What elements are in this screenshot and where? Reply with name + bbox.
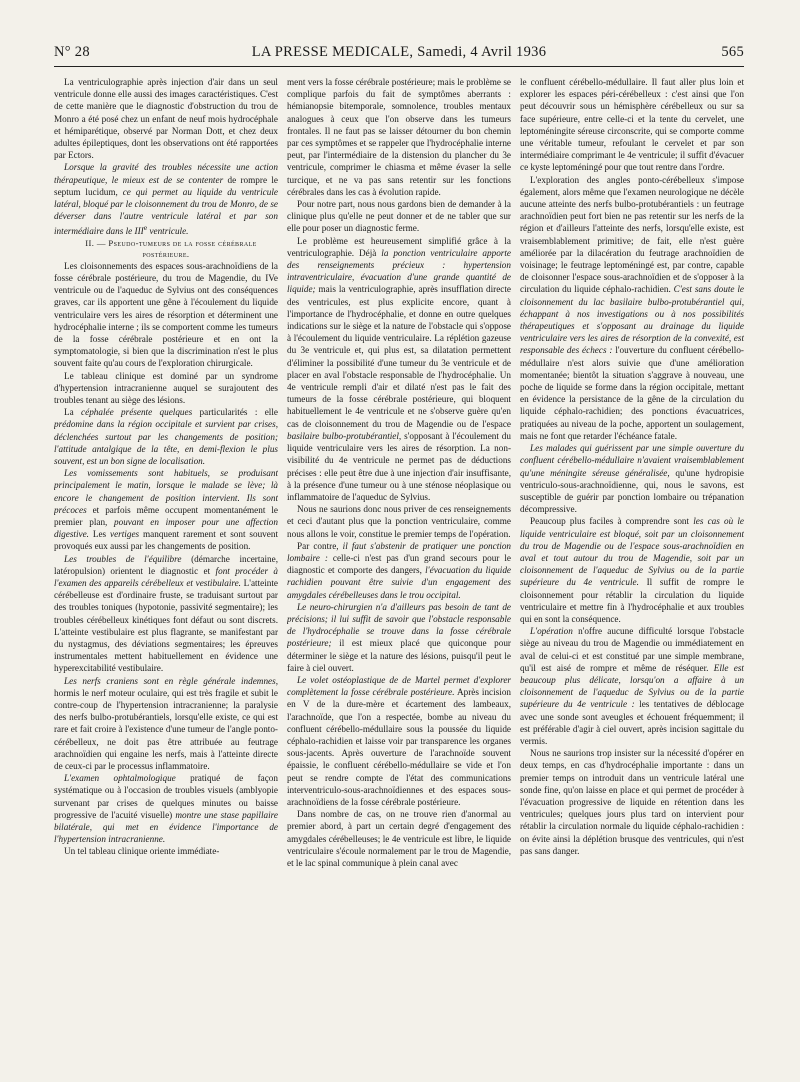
- paragraph: L'opération n'offre aucune difficulté lorsque l'obstacle siège au niveau du trou de Magendie ou immédiatement en aval de celui-ci et est constitué par une simple membrane, qu'il est aisé de rompre et même de réséquer. Elle est beaucoup plus délicate, lorsqu'on a affaire à un cloisonnement de l'aqueduc de Sylvius ou de la partie supérieure du 4e ventricule : les tentatives de déblocage avec une sonde sont aveugles et échouent fréquemment; il est préférable d'agir à ciel ouvert, après incision sagittale du vermis.: [520, 626, 744, 746]
- paragraph: ment vers la fosse cérébrale postérieure; mais le problème se complique parfois du fait de symptômes aberrants : hémianopsie bitemporale, somnolence, troubles mentaux analogues à ceux que l'on observe dans les tumeurs frontales. Il ne faut pas se laisser détourner du bon chemin par ces symptômes et se rappeler que l'hydrocéphalie interne peut, par l'intermédiaire de la distension du plancher du 3e ventricule, comprimer le chiasma et même évaser la selle turcique, et ne va pas sans retentir sur les fonctions cérébrales dans les cas à évolution rapide.: [287, 77, 511, 197]
- paragraph: La céphalée présente quelques particularités : elle prédomine dans la région occipitale et survient par crises, déclenchées surtout par les changements de position; l'attitude antalgique de la tête, en demi-flexion le plus souvent, est un bon signe de localisation.: [54, 407, 278, 466]
- paragraph: Dans nombre de cas, on ne trouve rien d'anormal au premier abord, à part un certain degré d'engagement des amygdales cérébelleuses; le 4e ventricule est libre, le liquide ventriculaire s'écoule normalement par le trou de Magendie, et le lac spinal communique à plein canal avec: [287, 809, 511, 868]
- paragraph: Le volet ostéoplastique de de Martel permet d'explorer complètement la fosse cérébrale postérieure. Après incision en V de la dure-mère et écartement des lambeaux, l'arachnoïde, que l'on a respectée, bombe au niveau du confluent cérébello-médullaire sous la poussée du liquide céphalo-rachidien et laisse voir par transparence les organes sous-jacents. Après ouverture de l'arachnoïde souvent épaissie, le confluent cérébello-médullaire se vide et l'on peut se rendre compte de l'état des communications interventriculo-sous-arachnoïdiennes et des espaces sous-arachnoïdiens de la fosse cérébrale postérieure.: [287, 674, 511, 807]
- section-heading: II. — Pseudo-tumeurs de la fosse cérébrale postérieure.: [85, 237, 257, 259]
- paragraph: L'examen ophtalmologique pratiqué de façon systématique ou à l'occasion de troubles visuels (amblyopie survenant par crises de quelques minutes ou baisse progressive de l'acuité visuelle) montre une stase papillaire bilatérale, qui met en évidence l'importance de l'hypertension intracranienne.: [54, 773, 278, 845]
- paragraph: Les troubles de l'équilibre (démarche incertaine, latéropulsion) orientent le diagnostic et font procéder à l'examen des appareils cérébelleux et vestibulaire. L'atteinte cérébelleuse est d'ordinaire fruste, se traduisant surtout par des troubles toniques (hypotonie, passivité segmentaire); les troubles cérébelleux kinétiques font défaut ou sont discrets. L'atteinte vestibulaire est plus flagrante, se manifestant par du nystagmus, des déviations segmentaires; les épreuves instrumentales mettent habituellement en évidence une hyperexcitabilité vestibulaire.: [54, 553, 278, 674]
- page-number: 565: [721, 44, 744, 60]
- paragraph: L'exploration des angles ponto-cérébelleux s'impose également, alors même que l'examen neurologique ne décèle aucune atteinte des nerfs bulbo-protubérantiels : un feutrage arachnoïdien peut fort bien ne pas retentir sur les nerfs de la région et d'ailleurs l'atteinte des nerfs, lorsqu'elle existe, est vraisemblablement primitive; de fait, elle n'est guère améliorée par la dilacération du feutrage arachnoïdien de voisinage; le feutrage leptoméningé est, par contre, capable de cloisonner l'espace sous-arachnoïdien et de s'opposer à la circulation du liquide céphalo-rachidien. C'est sans doute le cloisonnement du lac basilaire bulbo-protubérantiel qui, échappant à nos investigations ou à nos possibilités thérapeutiques et s'opposant au drainage du liquide ventriculaire vers les aires de résorption de la convexité, est responsable des échecs : l'ouverture du confluent cérébello-médullaire n'est alors suivie que d'une amélioration momentanée; bientôt la situation s'aggrave à nouveau, une poche de liquide se forme dans la région occipitale, mettant en évidence la persistance de la gêne de la circulation du liquide céphalo-rachidien; des ponctions évacuatrices, pratiquées au niveau de la poche, apportent un soulagement, mais ne font que retarder l'échéance fatale.: [520, 174, 744, 441]
- paragraph: Nous ne saurions donc nous priver de ces renseignements et ceci d'autant plus que la ponction ventriculaire, comme nous allons le voir, constitue le premier temps de l'opération.: [287, 504, 511, 539]
- paragraph: Les cloisonnements des espaces sous-arachnoïdiens de la fosse cérébrale postérieure, du trou de Magendie, du IVe ventricule ou de l'aqueduc de Sylvius ont des conséquences graves, car ils apportent une gêne à l'écoulement du liquide ventriculaire vers les aires de résorption et déterminent une hydrocéphalie interne ; ils se comportent comme les tumeurs de la fosse cérébrale postérieure et en ont la symptomatologie, si bien que la discrimination n'est le plus souvent faite qu'au cours de l'exploration chirurgicale.: [54, 260, 278, 369]
- paragraph: Peaucoup plus faciles à comprendre sont les cas où le liquide ventriculaire est bloqué, soit par un cloisonnement du trou de Magendie ou de l'espace sous-arachnoïdien en aval et tout autour du trou de Magendie, soit par un cloisonnement de l'aqueduc de Sylvius ou de la partie supérieure du 4e ventricule. Il suffit de rompre le cloisonnement pour rétablir la circulation du liquide ventriculaire et mettre fin à l'hydrocéphalie et aux troubles qui en sont la conséquence.: [520, 516, 744, 624]
- column-1: [54, 76, 278, 1076]
- paragraph: Par contre, il faut s'abstenir de pratiquer une ponction lombaire : celle-ci n'est pas d'un grand secours pour le diagnostic et comporte des dangers, l'évacuation du liquide rachidien pouvant être suivie d'un engagement des amygdales cérébelleuses dans le trou occipital.: [287, 540, 511, 600]
- paragraph: Les malades qui guérissent par une simple ouverture du confluent cérébello-médullaire n'avaient vraisemblablement qu'une méningite séreuse généralisée, qu'une hydropisie ventriculo-sous-arachnoïdienne, qui, nous le savons, est susceptible de guérir par ponction lombaire ou trépanation décompressive.: [520, 443, 744, 515]
- paragraph: Les vomissements sont habituels, se produisant principalement le matin, lorsque le malade se lève; là encore le changement de position intervient. Ils sont précoces et parfois même occupent momentanément le premier plan, pouvant en imposer pour une affection digestive. Les vertiges manquent rarement et sont souvent provoqués eux aussi par les changements de position.: [54, 468, 278, 552]
- column-3: [520, 76, 744, 1076]
- article-columns: [54, 76, 744, 1076]
- paragraph: Un tel tableau clinique oriente immédiate-: [64, 846, 220, 857]
- paragraph: le confluent cérébello-médullaire. Il faut aller plus loin et explorer les espaces péri-cérébelleux : c'est ainsi que l'on peut découvrir sous un hémisphère cérébelleux ou sur sa face supérieure, entre celle-ci et la tente du cervelet, une leptoméningite séreuse circonscrite, qui se comporte comme une véritable tumeur, refoulant le cervelet et par son intermédiaire comprimant le 4e ventricule; il suffit d'évacuer ce kyste leptoméningé pour que tout rentre dans l'ordre.: [520, 77, 744, 173]
- column-2: [287, 76, 511, 1076]
- issue-number: N° 28: [54, 44, 90, 60]
- journal-title: LA PRESSE MEDICALE, Samedi, 4 Avril 1936: [251, 44, 547, 60]
- paragraph: La ventriculographie après injection d'air dans un seul ventricule donne elle aussi des images caractéristiques. C'est de cette manière que le diagnostic d'obstruction du trou de Monro a été posé chez un enfant de neuf mois hydrocéphale et hémiparétique, observé par Norman Dott, et chez deux adultes épileptiques, dont les observations ont été rapportées par Ectors.: [54, 77, 278, 161]
- paragraph: Pour notre part, nous nous gardons bien de demander à la clinique plus qu'elle ne peut donner et de ne tabler que sur elle pour poser un diagnostic ferme.: [287, 199, 511, 234]
- page-header: [54, 44, 744, 67]
- paragraph: Le tableau clinique est dominé par un syndrome d'hypertension intracranienne auquel se surajoutent des troubles tenant au siège des lésions.: [54, 370, 278, 405]
- paragraph: Lorsque la gravité des troubles nécessite une action thérapeutique, le mieux est de se contenter de rompre le septum lucidum, ce qui permet au liquide du ventricule latéral, bloqué par le cloisonnement du trou de Monro, de se déverser dans l'autre ventricule latéral et par son intermédiaire dans le IIIe ventricule.: [54, 162, 278, 237]
- paragraph: Nous ne saurions trop insister sur la nécessité d'opérer en deux temps, en cas d'hydrocéphalie importante : dans un premier temps on introduit dans un ventricule latéral une sonde fine, qu'on laisse en place et qui permet de procéder à l'évacuation progressive de liquide en rétention dans les ventricules; quelques jours plus tard on intervient pour rétablir la circulation normale du liquide céphalo-rachidien : on évite ainsi la déplétion brusque des ventricules, qui n'est pas sans danger.: [520, 748, 744, 856]
- paragraph: Le problème est heureusement simplifié grâce à la ventriculographie. Déjà la ponction ventriculaire apporte des renseignements précieux : hypertension intraventriculaire, évacuation d'une grande quantité de liquide; mais la ventriculographie, après insufflation directe des ventricules, est plus explicite encore, quant à l'importance de l'hydrocéphalie, et donne en outre quelques indications sur le siège et la nature de l'obstacle qui s'oppose à l'écoulement du liquide ventriculaire. La réplétion gazeuse du 3e ventricule et, qui plus est, sa dilatation permettent d'éliminer la possibilité d'une tumeur du 3e ventricule et de placer en aval l'obstacle responsable de l'hydrocéphalie. Un 4e ventricule rempli d'air et dilaté n'est pas le fait des tumeurs de la fosse cérébrale postérieure, qui bloquent habituellement le 4e ventricule et ne s'observe guère qu'en cas de cloisonnement du trou de Magendie ou de l'espace basilaire bulbo-protubérantiel, s'opposant à l'écoulement du liquide ventriculaire vers les aires de résorption. La non-visibilité du 4e ventricule ne permet pas de déductions précises : elle peut être due à une injection d'air insuffisante, à la présence d'une tumeur ou à une sténose néoplasique ou inflammatoire de l'aqueduc de Sylvius.: [287, 235, 511, 502]
- paragraph: Les nerfs craniens sont en règle générale indemnes, hormis le nerf moteur oculaire, qui est très fragile et subit le contre-coup de l'hypertension intracranienne; la paralysie des nerfs bulbo-protubérantiels, lorsqu'elle existe, ce qui est rare et fait croire à l'existence d'une tumeur de l'angle ponto-cérébelleux, ne doit pas être attribuée au feutrage arachnoïdien qui engaine les nerfs, mais à l'atteinte directe de ceux-ci par le processus inflammatoire.: [54, 675, 278, 772]
- paragraph: Le neuro-chirurgien n'a d'ailleurs pas besoin de tant de précisions; il lui suffit de savoir que l'obstacle responsable de l'hydrocéphalie se trouve dans la fosse cérébrale postérieure; il est mieux placé que quiconque pour déterminer le siège et la nature des lésions, puisqu'il peut le faire à ciel ouvert.: [287, 601, 511, 673]
